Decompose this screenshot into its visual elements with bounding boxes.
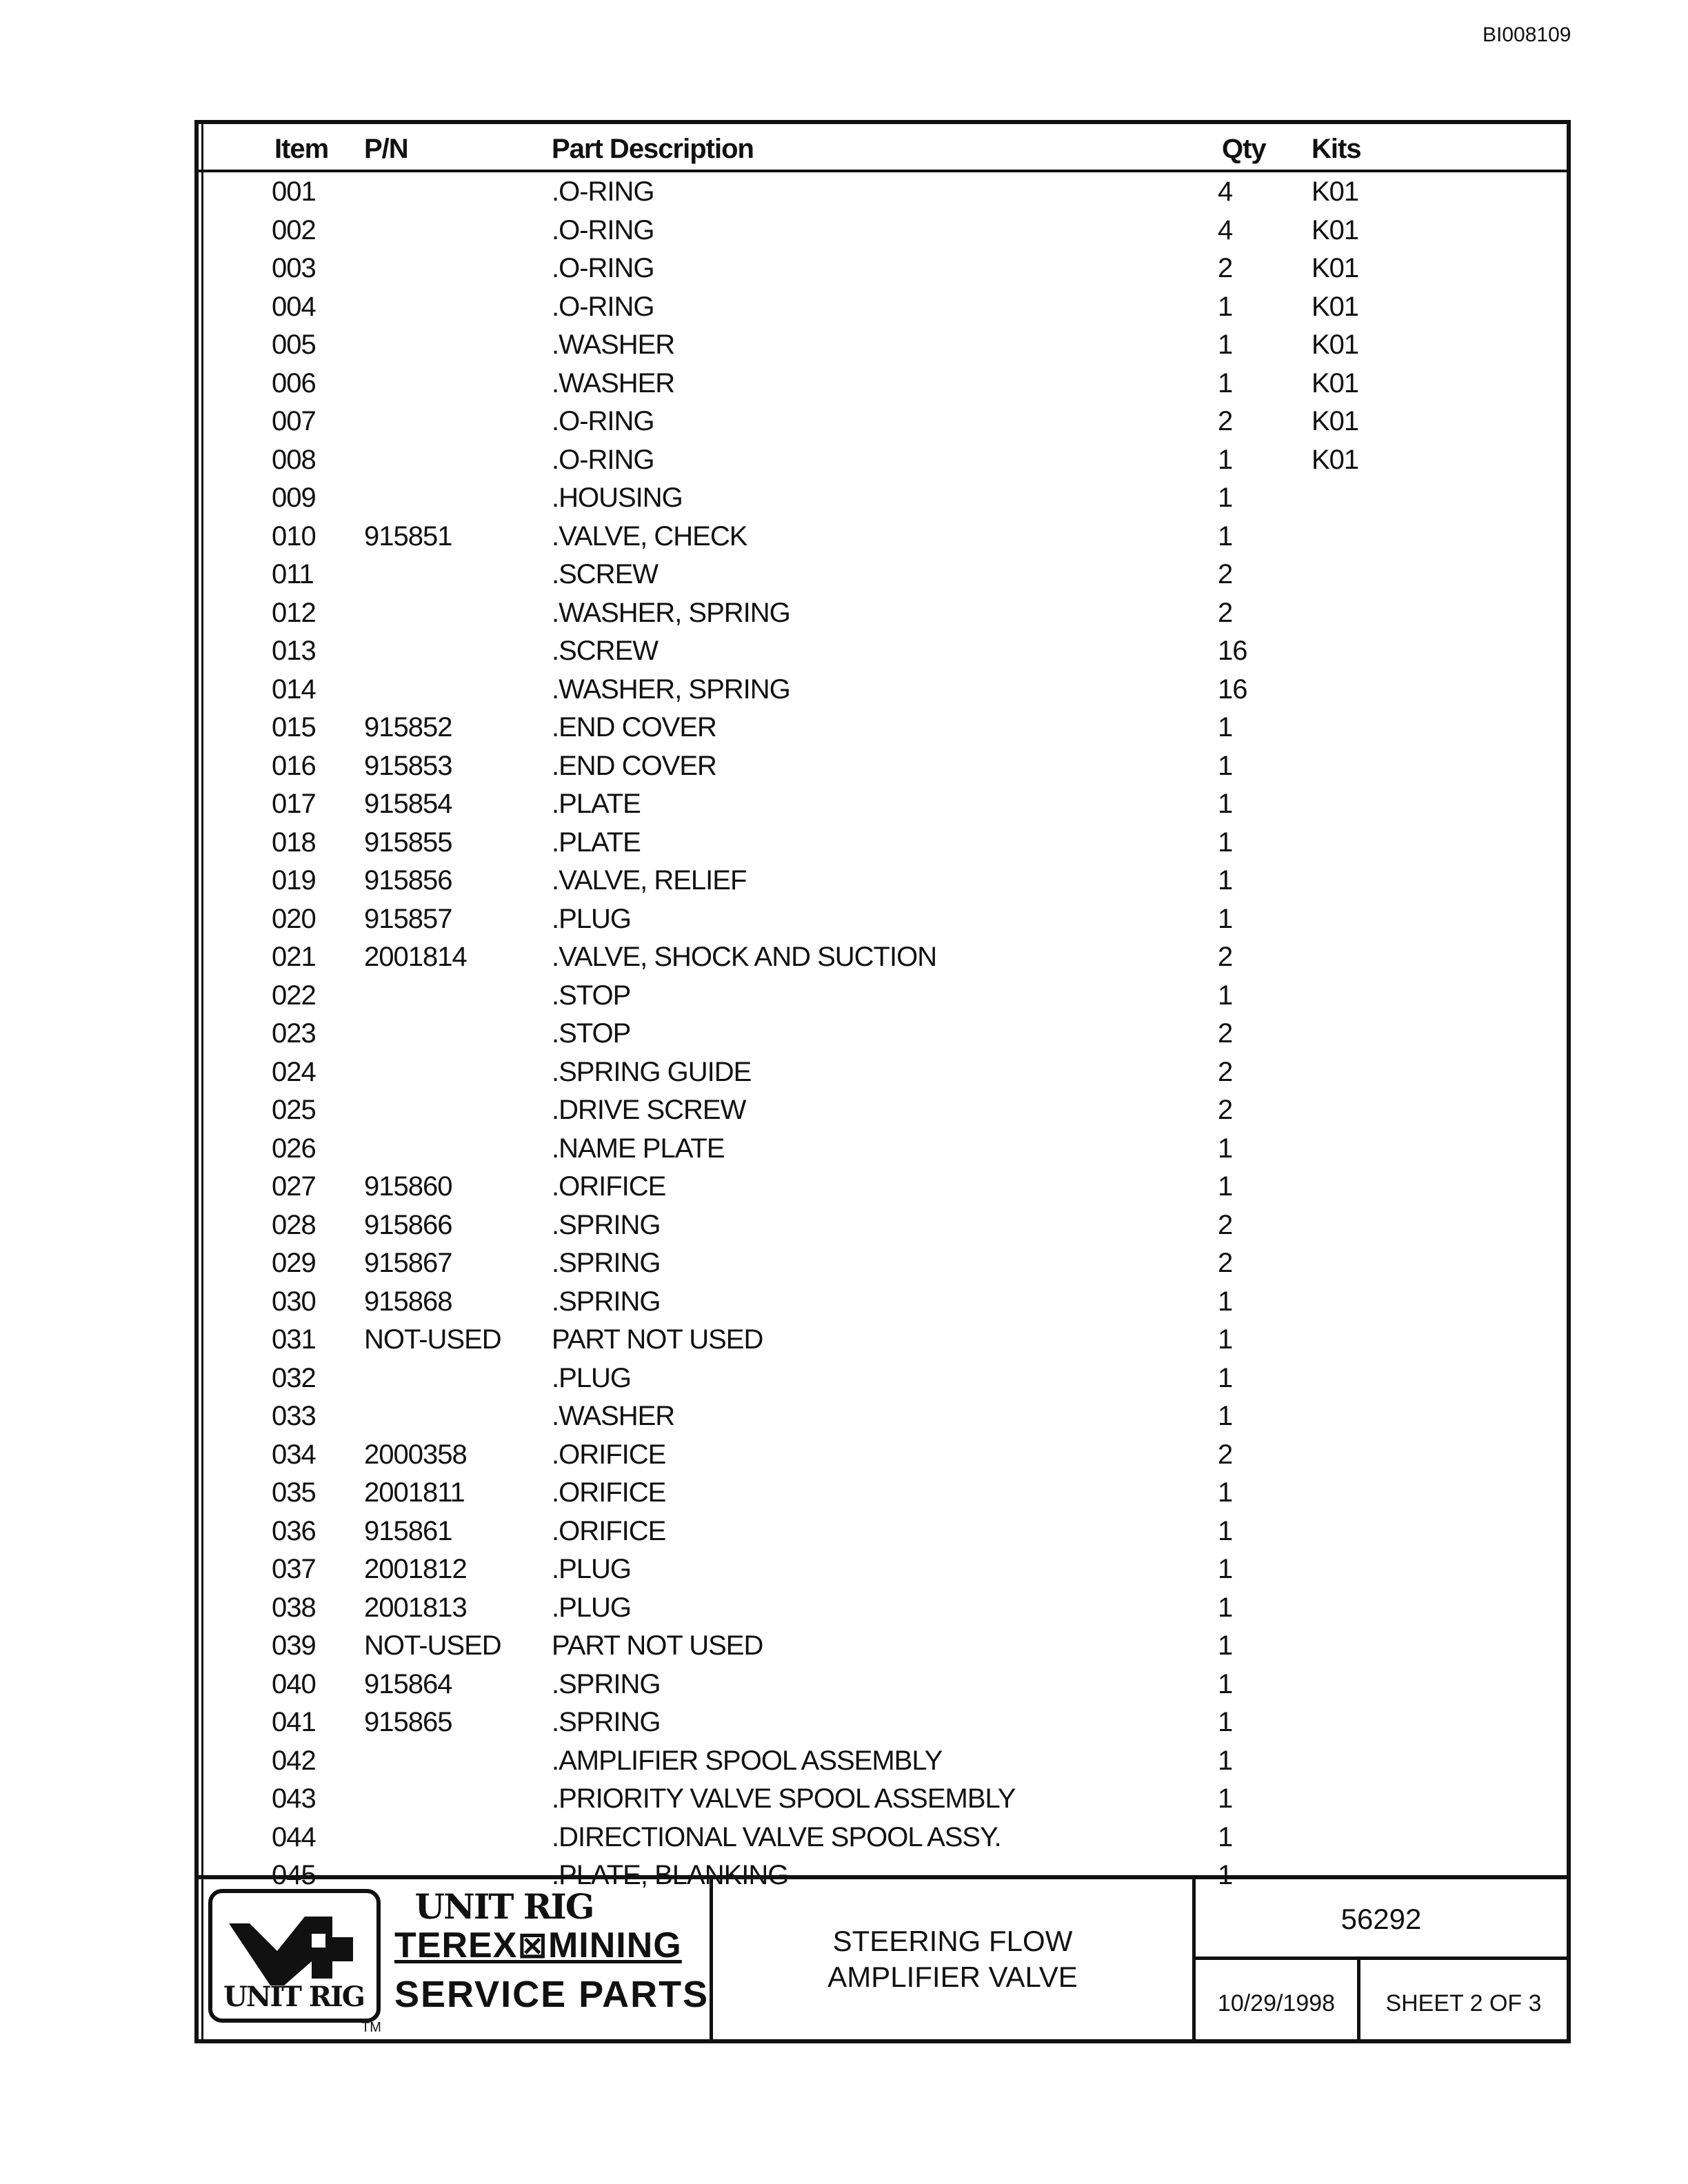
title-line-1: STEERING FLOW <box>832 1925 1073 1957</box>
row-qty: 2 <box>1218 559 1233 589</box>
row-qty: 1 <box>1218 291 1233 322</box>
table-row <box>199 328 1567 367</box>
table-row <box>199 1323 1567 1362</box>
sheet-number: SHEET 2 OF 3 <box>1385 1990 1542 2016</box>
number-cell <box>1196 1879 1567 2039</box>
row-description: .SCREW <box>552 559 658 589</box>
row-qty: 16 <box>1218 636 1247 666</box>
row-qty: 1 <box>1218 903 1233 934</box>
table-row <box>199 367 1567 405</box>
table-row <box>199 1017 1567 1055</box>
table-row <box>199 1706 1567 1744</box>
row-item: 040 <box>272 1668 316 1699</box>
row-description: .O-RING <box>552 214 654 245</box>
row-description: .PLUG <box>552 1362 632 1393</box>
row-description: .PLUG <box>552 1592 632 1623</box>
table-row <box>199 596 1567 635</box>
date-box <box>1196 1960 1360 2039</box>
table-row <box>199 1591 1567 1630</box>
date: 10/29/1998 <box>1217 1990 1336 2016</box>
table-row <box>199 1438 1567 1477</box>
table-row <box>199 864 1567 902</box>
row-qty: 1 <box>1218 789 1233 819</box>
row-kits: K01 <box>1312 253 1359 283</box>
table-row <box>199 826 1567 865</box>
row-description: .END COVER <box>552 712 716 742</box>
row-qty: 2 <box>1218 1248 1233 1278</box>
row-description: .SPRING GUIDE <box>552 1056 752 1087</box>
row-description: .ORIFICE <box>552 1171 666 1202</box>
row-qty: 1 <box>1218 750 1233 781</box>
table-row <box>199 1170 1567 1209</box>
row-qty: 4 <box>1218 214 1233 245</box>
row-qty: 1 <box>1218 1324 1233 1355</box>
table-row <box>199 175 1567 214</box>
table-row <box>199 1246 1567 1285</box>
row-description: .SCREW <box>552 636 658 666</box>
row-item: 011 <box>272 559 314 589</box>
row-qty: 1 <box>1218 1668 1233 1699</box>
row-pn: 915853 <box>364 750 452 781</box>
row-qty: 1 <box>1218 444 1233 475</box>
header-item: Item <box>274 134 329 164</box>
row-pn: 915855 <box>364 827 452 858</box>
row-pn: 915854 <box>364 789 452 819</box>
table-row <box>199 902 1567 941</box>
row-description: .SPRING <box>552 1286 661 1317</box>
row-pn: 915861 <box>364 1515 452 1546</box>
row-description: .ORIFICE <box>552 1439 666 1470</box>
row-kits: K01 <box>1312 291 1359 322</box>
row-description: .O-RING <box>552 253 654 283</box>
header-qty: Qty <box>1222 134 1266 164</box>
row-pn: NOT-USED <box>364 1630 501 1661</box>
row-qty: 1 <box>1218 1362 1233 1393</box>
row-item: 033 <box>272 1401 316 1431</box>
row-description: .SPRING <box>552 1707 661 1737</box>
row-qty: 1 <box>1218 1783 1233 1814</box>
row-item: 021 <box>272 942 316 972</box>
row-pn: 915868 <box>364 1286 452 1317</box>
row-qty: 1 <box>1218 712 1233 742</box>
row-qty: 1 <box>1218 1133 1233 1164</box>
row-description: .VALVE, RELIEF <box>552 865 747 896</box>
table-body <box>199 175 1567 1897</box>
title-line-2: AMPLIFIER VALVE <box>827 1961 1078 1993</box>
row-pn: 915857 <box>364 903 452 934</box>
table-row <box>199 520 1567 558</box>
row-qty: 2 <box>1218 597 1233 628</box>
row-item: 019 <box>272 865 316 896</box>
logo-text: UNIT RIG <box>223 1981 364 2013</box>
row-item: 035 <box>272 1477 316 1508</box>
table-row <box>199 634 1567 673</box>
row-item: 025 <box>272 1095 316 1125</box>
row-pn: 2001813 <box>364 1592 467 1623</box>
row-kits: K01 <box>1312 330 1359 360</box>
table-row <box>199 1476 1567 1515</box>
row-description: .WASHER <box>552 1401 675 1431</box>
row-description: .SPRING <box>552 1209 661 1240</box>
row-qty: 1 <box>1218 520 1233 552</box>
row-pn: 915867 <box>364 1248 452 1278</box>
row-qty: 2 <box>1218 1018 1233 1049</box>
table-row <box>199 711 1567 749</box>
table-row <box>199 673 1567 711</box>
table-row <box>199 1285 1567 1324</box>
row-description: .PLUG <box>552 1554 632 1584</box>
table-header <box>199 124 1567 172</box>
table-row <box>199 1093 1567 1132</box>
table-row <box>199 1209 1567 1247</box>
row-item: 024 <box>272 1056 316 1087</box>
row-qty: 2 <box>1218 406 1233 436</box>
row-description: .VALVE, SHOCK AND SUCTION <box>552 942 937 972</box>
row-pn: 915866 <box>364 1209 452 1240</box>
table-row <box>199 749 1567 788</box>
row-pn: 915852 <box>364 712 452 742</box>
row-description: .STOP <box>552 980 631 1011</box>
trademark: TM <box>361 2020 381 2035</box>
row-item: 001 <box>272 176 316 207</box>
row-description: PART NOT USED <box>552 1324 763 1355</box>
table-row <box>199 940 1567 979</box>
row-pn: 915865 <box>364 1707 452 1737</box>
table-row <box>199 787 1567 826</box>
table-row <box>199 1821 1567 1859</box>
row-qty: 1 <box>1218 1171 1233 1202</box>
table-row <box>199 1515 1567 1553</box>
row-qty: 1 <box>1218 1745 1233 1776</box>
row-item: 043 <box>272 1783 316 1814</box>
row-item: 002 <box>272 214 316 245</box>
row-item: 006 <box>272 367 316 398</box>
row-qty: 1 <box>1218 330 1233 360</box>
row-item: 023 <box>272 1018 316 1049</box>
row-pn: 915860 <box>364 1171 452 1202</box>
header-pn: P/N <box>364 134 408 164</box>
row-item: 015 <box>272 712 316 742</box>
row-item: 027 <box>272 1171 316 1202</box>
brand-unit-rig: UNIT RIG <box>414 1886 594 1927</box>
row-description: .AMPLIFIER SPOOL ASSEMBLY <box>552 1745 943 1776</box>
row-item: 026 <box>272 1133 316 1164</box>
row-qty: 2 <box>1218 1095 1233 1125</box>
table-row <box>199 1782 1567 1821</box>
row-item: 013 <box>272 636 316 666</box>
row-qty: 1 <box>1218 1630 1233 1661</box>
table-row <box>199 481 1567 520</box>
row-item: 034 <box>272 1439 316 1470</box>
row-description: .DIRECTIONAL VALVE SPOOL ASSY. <box>552 1821 1001 1852</box>
row-description: .WASHER <box>552 367 675 398</box>
row-qty: 1 <box>1218 1477 1233 1508</box>
row-kits: K01 <box>1312 214 1359 245</box>
row-pn: 915851 <box>364 520 452 552</box>
table-row <box>199 1362 1567 1400</box>
row-item: 036 <box>272 1515 316 1546</box>
row-description: .STOP <box>552 1018 631 1049</box>
row-item: 038 <box>272 1592 316 1623</box>
table-row <box>199 1553 1567 1591</box>
row-qty: 1 <box>1218 1554 1233 1584</box>
row-item: 012 <box>272 597 316 628</box>
title-block <box>199 1875 1567 2039</box>
row-qty: 4 <box>1218 176 1233 207</box>
row-item: 008 <box>272 444 316 475</box>
row-description: .SPRING <box>552 1668 661 1699</box>
document-id: BI008109 <box>1483 23 1571 46</box>
row-kits: K01 <box>1312 176 1359 207</box>
row-item: 041 <box>272 1707 316 1737</box>
row-description: .END COVER <box>552 750 716 781</box>
table-row <box>199 405 1567 443</box>
row-description: .WASHER <box>552 330 675 360</box>
row-item: 009 <box>272 483 316 513</box>
row-item: 020 <box>272 903 316 934</box>
row-item: 010 <box>272 520 316 552</box>
sheet-box <box>1360 1960 1567 2039</box>
row-item: 007 <box>272 406 316 436</box>
row-qty: 1 <box>1218 367 1233 398</box>
row-pn: 2001812 <box>364 1554 467 1584</box>
row-qty: 1 <box>1218 1401 1233 1431</box>
row-description: PART NOT USED <box>552 1630 763 1661</box>
drawing-title <box>713 1923 1192 1995</box>
row-item: 029 <box>272 1248 316 1278</box>
row-qty: 1 <box>1218 1515 1233 1546</box>
row-description: .SPRING <box>552 1248 661 1278</box>
row-qty: 1 <box>1218 1821 1233 1852</box>
row-description: .PRIORITY VALVE SPOOL ASSEMBLY <box>552 1783 1016 1814</box>
header-description: Part Description <box>552 134 754 164</box>
row-qty: 2 <box>1218 942 1233 972</box>
row-item: 003 <box>272 253 316 283</box>
row-qty: 1 <box>1218 483 1233 513</box>
table-row <box>199 1055 1567 1094</box>
row-description: .ORIFICE <box>552 1515 666 1546</box>
row-description: .ORIFICE <box>552 1477 666 1508</box>
row-item: 045 <box>272 1860 316 1890</box>
table-row <box>199 290 1567 329</box>
row-item: 018 <box>272 827 316 858</box>
row-description: .PLATE <box>552 827 641 858</box>
table-row <box>199 443 1567 482</box>
parts-list-frame <box>194 120 1571 2043</box>
table-row <box>199 252 1567 290</box>
row-pn: NOT-USED <box>364 1324 501 1355</box>
row-item: 017 <box>272 789 316 819</box>
table-row <box>199 1399 1567 1438</box>
row-description: .NAME PLATE <box>552 1133 725 1164</box>
row-item: 030 <box>272 1286 316 1317</box>
row-description: .O-RING <box>552 406 654 436</box>
row-pn: 2001811 <box>364 1477 465 1508</box>
drawing-number: 56292 <box>1340 1903 1422 1935</box>
row-description: .WASHER, SPRING <box>552 597 790 628</box>
row-description: .WASHER, SPRING <box>552 674 790 705</box>
title-cell <box>713 1879 1196 2039</box>
row-pn: 2000358 <box>364 1439 467 1470</box>
row-kits: K01 <box>1312 444 1359 475</box>
table-row <box>199 1668 1567 1706</box>
table-row <box>199 558 1567 596</box>
row-description: .PLATE, BLANKING <box>552 1860 789 1890</box>
row-item: 004 <box>272 291 316 322</box>
row-description: .O-RING <box>552 291 654 322</box>
row-item: 037 <box>272 1554 316 1584</box>
row-item: 044 <box>272 1821 316 1852</box>
brand-terex-mining: TEREX⊠MINING <box>394 1925 682 1965</box>
row-qty: 16 <box>1218 674 1247 705</box>
row-item: 032 <box>272 1362 316 1393</box>
table-row <box>199 1132 1567 1171</box>
row-description: .DRIVE SCREW <box>552 1095 746 1125</box>
row-qty: 2 <box>1218 1209 1233 1240</box>
table-row <box>199 1629 1567 1668</box>
row-qty: 1 <box>1218 865 1233 896</box>
row-pn: 915856 <box>364 865 452 896</box>
row-qty: 1 <box>1218 1707 1233 1737</box>
header-kits: Kits <box>1312 134 1361 164</box>
row-description: .PLATE <box>552 789 641 819</box>
row-qty: 2 <box>1218 1056 1233 1087</box>
row-qty: 1 <box>1218 1286 1233 1317</box>
row-item: 031 <box>272 1324 316 1355</box>
row-pn: 915864 <box>364 1668 452 1699</box>
row-item: 022 <box>272 980 316 1011</box>
row-description: .O-RING <box>552 176 654 207</box>
row-description: .PLUG <box>552 903 632 934</box>
row-qty: 1 <box>1218 827 1233 858</box>
row-kits: K01 <box>1312 367 1359 398</box>
row-item: 042 <box>272 1745 316 1776</box>
row-description: .O-RING <box>552 444 654 475</box>
row-qty: 1 <box>1218 980 1233 1011</box>
row-pn: 2001814 <box>364 942 467 972</box>
row-item: 016 <box>272 750 316 781</box>
row-qty: 2 <box>1218 253 1233 283</box>
row-kits: K01 <box>1312 406 1359 436</box>
row-item: 005 <box>272 330 316 360</box>
row-item: 028 <box>272 1209 316 1240</box>
row-qty: 1 <box>1218 1860 1233 1890</box>
row-description: .HOUSING <box>552 483 683 513</box>
row-item: 039 <box>272 1630 316 1661</box>
table-row <box>199 214 1567 252</box>
drawing-number-box <box>1196 1879 1567 1960</box>
row-item: 014 <box>272 674 316 705</box>
brand-service-parts: SERVICE PARTS <box>394 1974 710 2015</box>
row-description: .VALVE, CHECK <box>552 520 747 552</box>
logo-cell <box>199 1879 713 2039</box>
row-qty: 2 <box>1218 1439 1233 1470</box>
table-row <box>199 979 1567 1018</box>
table-row <box>199 1744 1567 1783</box>
row-qty: 1 <box>1218 1592 1233 1623</box>
